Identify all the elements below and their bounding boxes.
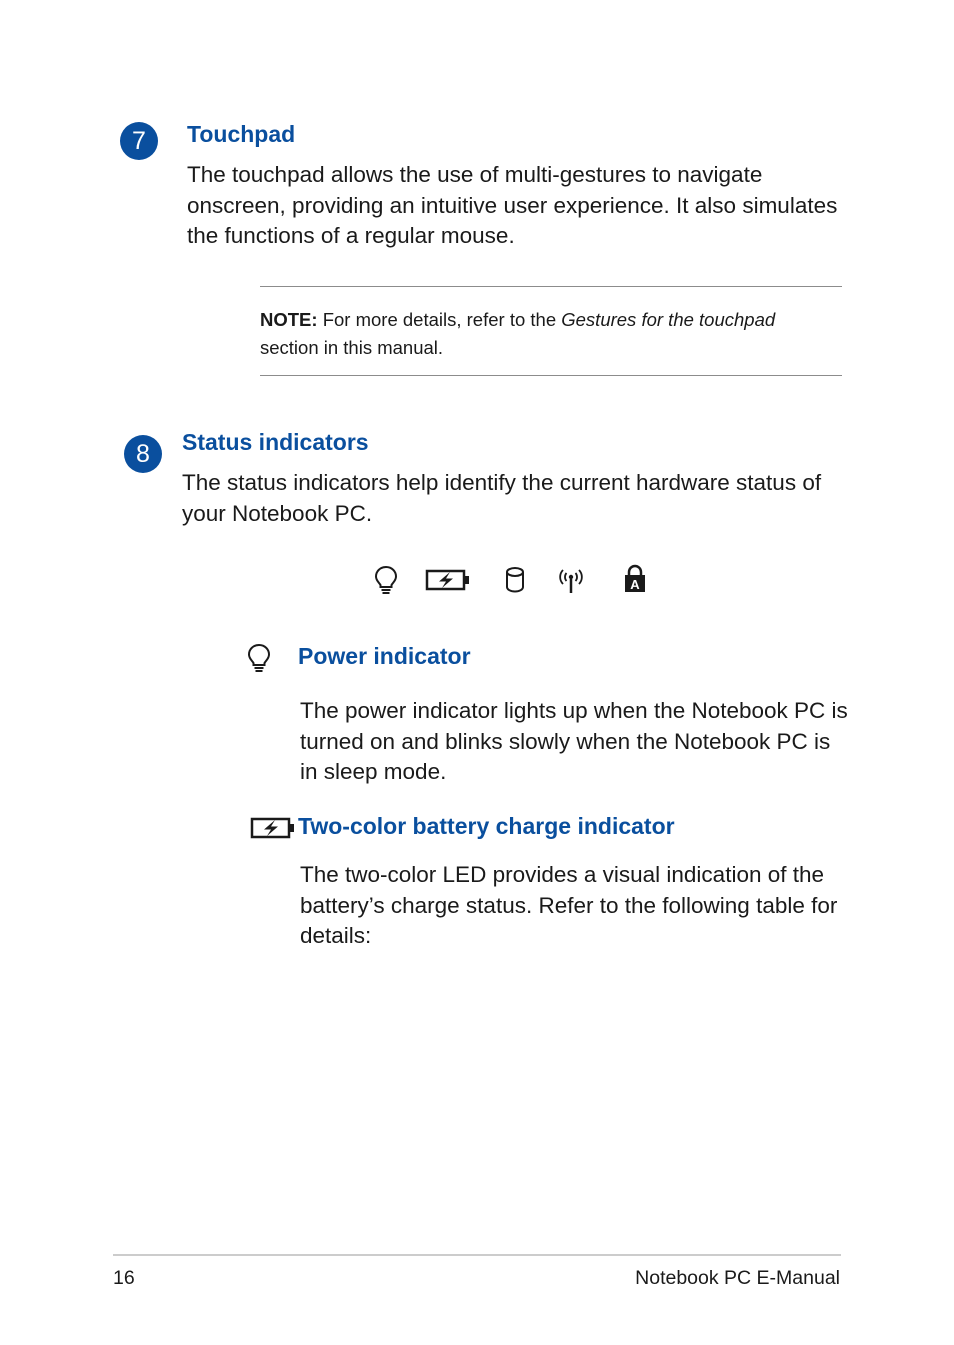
manual-title: Notebook PC E-Manual [635,1267,840,1289]
power-icon [246,643,272,673]
section-number-badge: 7 [120,122,158,160]
section-body: The touchpad allows the use of multi-gestures to navigate onscreen, providing an intuitive user experience. It also simulates the functions of a regular mouse. [187,162,838,248]
section-title: Touchpad [187,121,296,147]
section-number-badge: 8 [124,435,162,473]
footer-rule [113,1254,841,1256]
item-body: The two-color LED provides a visual indication of the battery’s charge status. Refer to the following table for details: [300,862,838,948]
page-number: 16 [113,1267,135,1289]
note-top-rule [260,286,842,287]
battery-charge-icon [425,568,471,592]
power-icon [373,565,399,595]
note-text-after: section in this manual. [260,337,444,358]
wireless-icon [557,567,585,595]
note-text: For more details, refer to the [322,309,557,330]
note-emphasis: Gestures for the touchpad [561,309,776,330]
section-body: The status indicators help identify the current hardware status of your Notebook PC. [182,470,822,526]
note-label: NOTE: [260,309,318,330]
item-title: Two-color battery charge indicator [298,813,675,839]
capslock-icon [623,564,647,594]
drive-activity-icon [504,566,526,594]
svg-text:A: A [630,577,640,592]
battery-charge-icon [250,816,296,840]
item-title: Power indicator [298,643,471,669]
section-title: Status indicators [182,429,369,455]
item-body: The power indicator lights up when the Notebook PC is turned on and blinks slowly when the Notebook PC is in sleep mode. [300,698,848,784]
note-bottom-rule [260,375,842,376]
note-box [260,306,840,362]
